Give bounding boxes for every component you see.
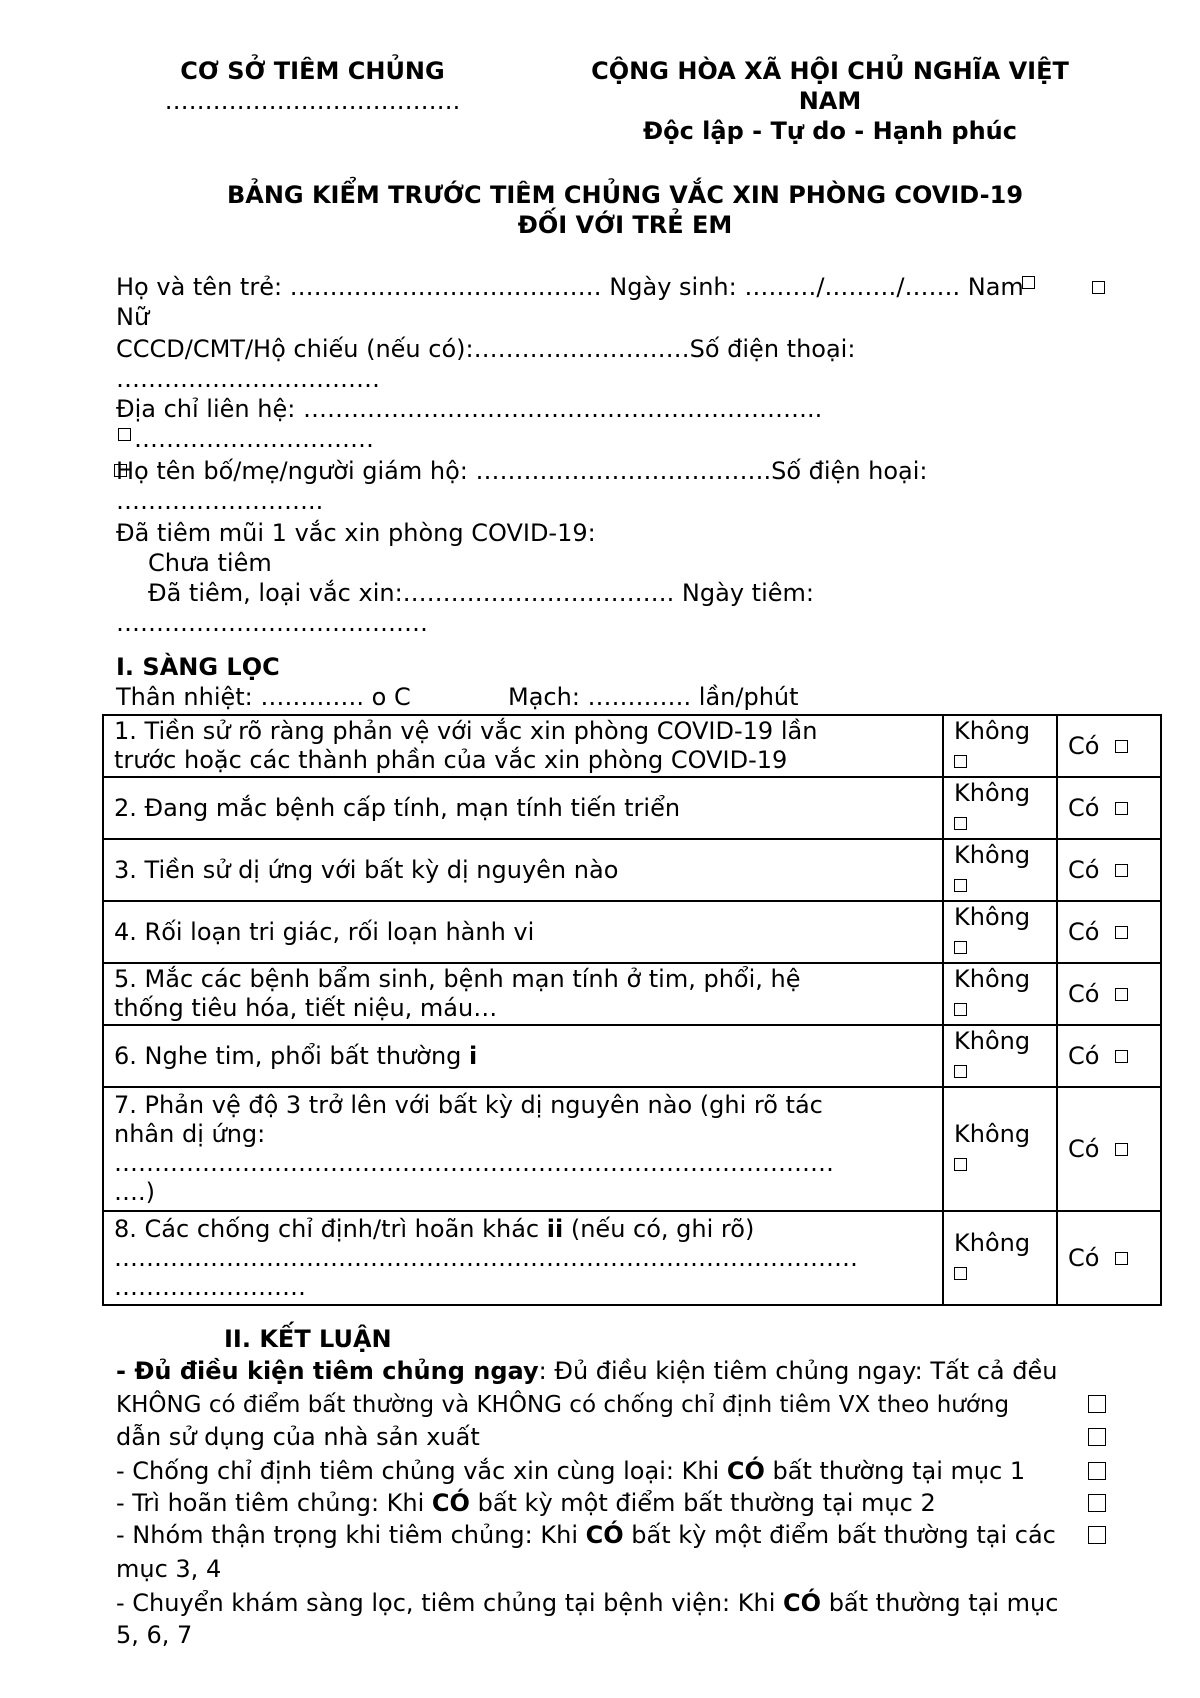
refer-pre: - Chuyển khám sàng lọc, tiêm chủng tại bệnh viện: Khi [116,1589,776,1617]
yes-option[interactable] [1057,715,1161,777]
caution-checkbox[interactable] [1088,1526,1106,1544]
question-cell [103,777,943,839]
no-option[interactable] [943,777,1057,839]
republic-block [555,56,1105,146]
no-option[interactable] [943,715,1057,777]
caution-bold: CÓ [585,1521,624,1549]
eligible-checkbox-2[interactable] [1088,1428,1106,1446]
facility-dots: ………………………………. [164,87,461,115]
table-row [103,1211,1161,1305]
no-option[interactable] [943,839,1057,901]
title-line2: ĐỐI VỚI TRẺ EM [517,211,733,239]
yes-option[interactable] [1057,1025,1161,1087]
yes-checkbox[interactable] [1115,1143,1128,1156]
yes-label: Có [1068,1041,1100,1070]
postpone-pre: - Trì hoãn tiêm chủng: Khi [116,1489,425,1517]
eligible-checkbox[interactable] [1088,1395,1106,1413]
question-cell [103,963,943,1025]
yes-checkbox[interactable] [1115,864,1128,877]
question-cell [103,1087,943,1211]
eligible-label: - Đủ điều kiện tiêm chủng ngay [116,1357,539,1385]
table-row [103,1025,1161,1087]
contraindication-bold: CÓ [726,1457,765,1485]
yes-label: Có [1068,855,1100,884]
dose1-label: Đã tiêm mũi 1 vắc xin phòng COVID-19: [116,519,596,547]
question-cell [103,715,943,777]
no-label: Không [954,779,1031,807]
no-checkbox[interactable] [954,1003,967,1016]
no-label: Không [954,1120,1031,1148]
eligible-line3: dẫn sử dụng của nhà sản xuất [116,1423,480,1451]
page-title [100,180,1150,240]
yes-label: Có [1068,1243,1100,1272]
yes-label: Có [1068,731,1100,760]
question-dots[interactable]: …………………… [114,1272,306,1301]
footnote-marker: i [469,1041,478,1070]
child-name-text: Họ và tên trẻ: ………………………………… Ngày sinh: ………/………/……. Nam [116,273,1024,301]
caution-line [116,1520,1156,1550]
yes-option[interactable] [1057,963,1161,1025]
no-checkbox[interactable] [954,1158,967,1171]
no-option[interactable] [943,963,1057,1025]
no-checkbox[interactable] [954,1267,967,1280]
refer-line [116,1588,1156,1618]
no-label: Không [954,965,1031,993]
no-checkbox[interactable] [954,755,967,768]
eligible-line2: KHÔNG có điểm bất thường và KHÔNG có chống chỉ định tiêm VX theo hướng [116,1392,1010,1418]
yes-option[interactable] [1057,1087,1161,1211]
no-checkbox[interactable] [954,941,967,954]
yes-option[interactable] [1057,777,1161,839]
question-text: 1. Tiền sử rõ ràng phản vệ với vắc xin phòng COVID-19 lần [114,717,818,745]
not-vaccinated-option[interactable]: Chưa tiêm [148,549,272,577]
no-checkbox[interactable] [954,879,967,892]
screening-heading: I. SÀNG LỌC [116,653,280,681]
female-checkbox[interactable] [1092,281,1105,294]
table-row [103,963,1161,1025]
eligible-text: : Đủ điều kiện tiêm chủng ngay: Tất cả đều [538,1357,1058,1385]
guardian-dots[interactable]: …………………….. [116,487,324,515]
yes-checkbox[interactable] [1115,802,1128,815]
id-dots[interactable]: …………………………… [116,365,380,393]
republic-line1: CỘNG HÒA XÃ HỘI CHỦ NGHĨA VIỆT [591,57,1069,85]
question-text: 4. Rối loạn tri giác, rối loạn hành vi [114,917,535,946]
question-text: ….) [114,1178,155,1206]
question-cell [103,901,943,963]
eligible-line1 [116,1356,1156,1386]
question-cell [103,1025,943,1087]
footnote-marker: ii [546,1214,564,1243]
pulse-field[interactable]: Mạch: …………. lần/phút [508,683,799,711]
child-name-line[interactable] [116,272,1024,302]
contraindication-post: bất thường tại mục 1 [772,1457,1026,1485]
refer-bold: CÓ [783,1589,822,1617]
yes-checkbox[interactable] [1115,926,1128,939]
no-label: Không [954,1027,1031,1055]
guardian-line[interactable]: Họ tên bố/mẹ/người giám hộ: ……………………………….Số điện hoại: [116,457,928,485]
no-checkbox[interactable] [954,817,967,830]
caution-pre: - Nhóm thận trọng khi tiêm chủng: Khi [116,1521,578,1549]
postpone-checkbox[interactable] [1088,1494,1106,1512]
no-checkbox[interactable] [954,1065,967,1078]
question-text: 2. Đang mắc bệnh cấp tính, mạn tính tiến triển [114,793,681,822]
table-row [103,777,1161,839]
screening-table [102,714,1162,1306]
no-option[interactable] [943,1211,1057,1305]
question-text: 3. Tiền sử dị ứng với bất kỳ dị nguyên nào [114,855,619,884]
vaccinated-dots[interactable]: ………………………………… [116,609,428,637]
question-text: thống tiêu hóa, tiết niệu, máu… [114,994,498,1022]
question-dots[interactable]: ……………………………………………………………………………… [114,1149,834,1177]
vaccinated-option[interactable]: Đã tiêm, loại vắc xin:……………………………. Ngày tiêm: [148,579,814,607]
postpone-line [116,1488,1156,1518]
table-row [103,715,1161,777]
no-label: Không [954,903,1031,931]
contraindication-checkbox[interactable] [1088,1462,1106,1480]
postpone-bold: CÓ [431,1489,470,1517]
caution-line2: mục 3, 4 [116,1555,222,1583]
yes-checkbox[interactable] [1115,1252,1128,1265]
refer-line2: 5, 6, 7 [116,1621,193,1649]
no-option[interactable] [943,901,1057,963]
question-text: 7. Phản vệ độ 3 trở lên với bất kỳ dị nguyên nào (ghi rõ tác [114,1091,823,1119]
address-dots-text: ………………………… [134,425,374,453]
no-option[interactable] [943,1087,1057,1211]
caution-post: bất kỳ một điểm bất thường tại các [631,1521,1056,1549]
yes-label: Có [1068,1134,1100,1163]
yes-checkbox[interactable] [1115,988,1128,1001]
male-checkbox[interactable] [1022,276,1035,289]
yes-option[interactable] [1057,839,1161,901]
question-text: 5. Mắc các bệnh bẩm sinh, bệnh mạn tính ở tim, phổi, hệ [114,965,801,993]
address-dots[interactable] [116,424,374,454]
contraindication-pre: - Chống chỉ định tiêm chủng vắc xin cùng loại: Khi [116,1457,720,1485]
question-text: (nếu có, ghi rõ) [570,1214,755,1243]
postpone-post: bất kỳ một điểm bất thường tại mục 2 [477,1489,936,1517]
no-label: Không [954,1229,1031,1257]
contraindication-line [116,1456,1156,1486]
no-label: Không [954,841,1031,869]
table-row [103,839,1161,901]
no-option[interactable] [943,1025,1057,1087]
yes-checkbox[interactable] [1115,1050,1128,1063]
refer-post: bất thường tại mục [828,1589,1059,1617]
temperature-field[interactable]: Thân nhiệt: …………. o C [116,683,411,711]
question-text: trước hoặc các thành phần của vắc xin phòng COVID-19 [114,746,788,774]
question-dots[interactable]: ………………………………………………………………………………… [114,1243,858,1272]
yes-label: Có [1068,979,1100,1008]
motto: Độc lập - Tự do - Hạnh phúc [643,117,1017,145]
conclusion-heading: II. KẾT LUẬN [224,1325,392,1353]
id-line[interactable]: CCCD/CMT/Hộ chiếu (nếu có):………………………Số điện thoại: [116,335,856,363]
yes-label: Có [1068,793,1100,822]
no-label: Không [954,717,1031,745]
republic-line2: NAM [798,87,862,115]
yes-option[interactable] [1057,1211,1161,1305]
yes-checkbox[interactable] [1115,740,1128,753]
facility-block [120,56,505,116]
question-text: nhân dị ứng: [114,1120,266,1148]
question-cell [103,1211,943,1305]
address-line[interactable]: Địa chỉ liên hệ: ……………………………………………………….. [116,395,823,423]
table-row [103,901,1161,963]
table-row [103,1087,1161,1211]
gender-female-label: Nữ [116,303,150,331]
question-text: 6. Nghe tim, phổi bất thường [114,1041,462,1070]
facility-label: CƠ SỞ TIÊM CHỦNG [180,57,445,85]
question-text: 8. Các chống chỉ định/trì hoãn khác [114,1214,540,1243]
yes-label: Có [1068,917,1100,946]
title-line1: BẢNG KIỂM TRƯỚC TIÊM CHỦNG VẮC XIN PHÒNG COVID-19 [226,181,1024,209]
yes-option[interactable] [1057,901,1161,963]
question-cell [103,839,943,901]
